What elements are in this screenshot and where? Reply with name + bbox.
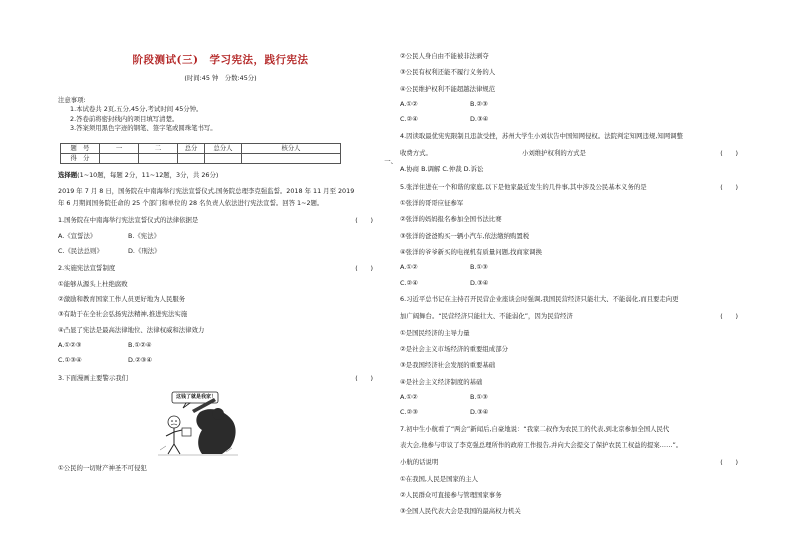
statement-item: ④公民维护权利不能超越法律规范 — [400, 84, 496, 93]
option-d[interactable]: D.③④ — [470, 115, 489, 124]
statement-item: ①是国民经济的主导力量 — [400, 328, 470, 337]
score-table-header: 题 号 — [61, 144, 100, 154]
score-table-header: 一 — [100, 144, 139, 154]
statement-item: ③是我国经济社会发展的重要基础 — [400, 361, 496, 370]
answer-blank[interactable]: ( ) — [720, 148, 738, 157]
score-table-wrap — [58, 143, 397, 166]
question-7-text: 小航的话说明 — [400, 458, 439, 467]
answer-blank[interactable]: ( ) — [720, 458, 738, 467]
answer-blank[interactable]: ( ) — [355, 373, 373, 382]
question-6-options — [400, 408, 760, 416]
question-7-text: 表大会,他参与审议了李克强总理所作的政府工作报告,并向大会提交了保护农民工权益的提案……”。 — [400, 440, 683, 449]
answer-blank[interactable]: ( ) — [720, 182, 738, 191]
section-number: 一、 — [384, 157, 397, 166]
question-2-options — [58, 356, 383, 364]
statement-item: ①张洋的哥哥应征参军 — [400, 198, 464, 207]
option-a[interactable]: A.《宣誓法》 — [58, 231, 97, 240]
statement-item: ①公民的一切财产神圣不可侵犯 — [58, 463, 147, 472]
cartoon-image — [152, 390, 242, 458]
right-column — [400, 52, 760, 516]
option-d[interactable]: D.《刑法》 — [128, 246, 161, 255]
question-1-text: 1.国务院在中南海举行宪法宣誓仪式的法律依据是 — [58, 216, 199, 225]
question-6-text: 6.习近平总书记在主持召开民营企业座谈会时强调,我国民营经济只能壮大、不能弱化,而且要走向更 — [400, 294, 679, 303]
question-6-options — [400, 393, 760, 401]
option-b[interactable]: B.①③ — [470, 392, 488, 401]
score-cell[interactable] — [205, 154, 242, 164]
option-d[interactable]: D.③④ — [470, 408, 489, 417]
question-4-stem — [400, 149, 760, 157]
score-table — [60, 143, 341, 164]
question-6-text: 加广阔舞台。“民营经济只能壮大、不能弱化”，因为民营经济 — [400, 312, 573, 321]
option-c[interactable]: C.《民法总则》 — [58, 246, 103, 255]
question-5-stem — [400, 183, 760, 191]
statement-item: ③公民有权利还能不履行义务的人 — [400, 68, 496, 77]
material-text: 年 6 月期间国务院任命的 25 个部门和单位的 28 名负责人依法进行宪法宣誓。回答 1~2题。 — [58, 198, 324, 207]
question-6-stem — [400, 312, 760, 320]
statement-item: ②激励和教育国家工作人员更好地为人民服务 — [58, 294, 186, 303]
option-b[interactable]: B.①③ — [470, 263, 488, 272]
statement-item: ③全国人民代表大会是我国的最高权力机关 — [400, 507, 521, 516]
question-7-stem — [400, 458, 760, 466]
statement-item: ②公民人身自由不能被非法剥夺 — [400, 52, 489, 60]
option-a[interactable]: A.①②③ — [58, 340, 82, 349]
answer-blank[interactable]: ( ) — [720, 312, 738, 321]
question-3-text: 3.下面漫画主要警示我们 — [58, 373, 129, 382]
section-heading-label: 选择题 — [58, 171, 78, 180]
question-4-text: 4.因读取最优宪宪限制且违款受挫，苏州大学生小刘状告中国知网侵权。法院判定知网违规,知网调整 — [400, 131, 683, 140]
score-table-header: 核分人 — [242, 144, 341, 154]
question-5-options — [400, 279, 760, 287]
score-table-header: 总分 — [178, 144, 205, 154]
exam-time-score: (时间:45 钟 分数:45分) — [184, 73, 257, 82]
question-2-stem — [58, 264, 383, 272]
statement-item: ④张洋的爷爷新买的电视机有质量问题,找商家调换 — [400, 247, 542, 256]
statement-item: ④凸显了宪法是最高法律地位、法律权威和法律效力 — [58, 325, 205, 334]
score-cell[interactable] — [242, 154, 341, 164]
notice-item: 3.答案须用黑色字迹的钢笔、签字笔或圆珠笔书写。 — [70, 123, 217, 132]
score-table-header: 二 — [139, 144, 178, 154]
section-heading-detail: (1~10题，每题 2分，11~12题，3分，共 26分) — [77, 171, 219, 180]
page-title: 阶段测试(三) 学习宪法，践行宪法 — [132, 54, 309, 66]
statement-item: ④是社会主义经济制度的基础 — [400, 377, 483, 386]
left-column — [58, 52, 397, 472]
statement-item: ①在我国,人民是国家的主人 — [400, 474, 479, 483]
option-b[interactable]: B.①②④ — [128, 340, 152, 349]
option-a[interactable]: A.①② — [400, 392, 418, 401]
answer-blank[interactable]: ( ) — [355, 264, 373, 273]
question-1-options — [58, 232, 383, 240]
option-c[interactable]: C.①③④ — [58, 356, 82, 365]
option-d[interactable]: D.②③④ — [128, 356, 153, 365]
question-3-options — [400, 115, 760, 123]
question-5-options — [400, 263, 760, 271]
question-4-text: 小刘维护权利的方式是 — [522, 148, 586, 157]
score-cell[interactable] — [139, 154, 178, 164]
statement-item: ②是社会主义市场经济的重要组成部分 — [400, 344, 508, 353]
statement-item: ③张洋的爸爸购买一辆小汽车,依法缴纳购置税 — [400, 231, 530, 240]
option-c[interactable]: C.②④ — [400, 278, 418, 287]
option-d[interactable]: D.③④ — [470, 278, 489, 287]
question-2-options — [58, 341, 383, 349]
statement-item: ③有助于在全社会弘扬宪法精神,推进宪法实施 — [58, 310, 188, 319]
question-5-text: 5.张洋住进在一个和谐的家庭,以下是他家最近发生的几件事,其中涉及公民基本义务的是 — [400, 182, 647, 191]
answer-blank[interactable]: ( ) — [355, 216, 373, 225]
question-1-stem — [58, 216, 383, 224]
score-table-header: 得 分 — [61, 154, 100, 164]
option-a[interactable]: A.①② — [400, 263, 418, 272]
question-4-options[interactable]: A.协商 B.调解 C.仲裁 D.诉讼 — [400, 165, 484, 174]
section-heading — [58, 171, 383, 179]
score-cell[interactable] — [100, 154, 139, 164]
notice-title: 注意事项: — [58, 95, 86, 104]
option-b[interactable]: B.《宪法》 — [128, 231, 160, 240]
question-7-text: 7.初中生小航看了“两会”新闻后,自豪地说：“我家二叔作为农民工的代表,到北京参加全国人民代 — [400, 424, 670, 433]
option-b[interactable]: B.②③ — [470, 99, 488, 108]
statement-item: ①能够从源头上杜绝腐败 — [58, 279, 128, 288]
statement-item: ②张洋的妈妈报名参加全国书法比赛 — [400, 215, 502, 224]
question-3-options — [400, 100, 760, 108]
statement-item: ②人民群众可直接参与管理国家事务 — [400, 490, 502, 499]
question-2-text: 2.实施宪法宣誓制度 — [58, 264, 116, 273]
notice-item: 1.本试卷共 2页,五分,45分,考试时间 45分钟。 — [70, 105, 203, 114]
score-cell[interactable] — [178, 154, 205, 164]
notice-item: 2.答卷前将密封线内的项目填写清楚。 — [70, 114, 179, 123]
option-a[interactable]: A.①② — [400, 99, 418, 108]
option-c[interactable]: C.②③ — [400, 408, 418, 417]
question-1-options — [58, 247, 383, 255]
cartoon-caption: 这钱了就是我家！ — [175, 393, 216, 400]
question-4-text: 收费方式。 — [400, 148, 432, 157]
score-table-header: 总分人 — [205, 144, 242, 154]
question-3-stem — [58, 374, 383, 382]
option-c[interactable]: C.②④ — [400, 115, 418, 124]
material-text: 2019 年 7 月 8 日，国务院在中南海举行宪法宣誓仪式,国务院总理李克强监誓。2018 年 11 月至 2019 — [58, 186, 355, 195]
